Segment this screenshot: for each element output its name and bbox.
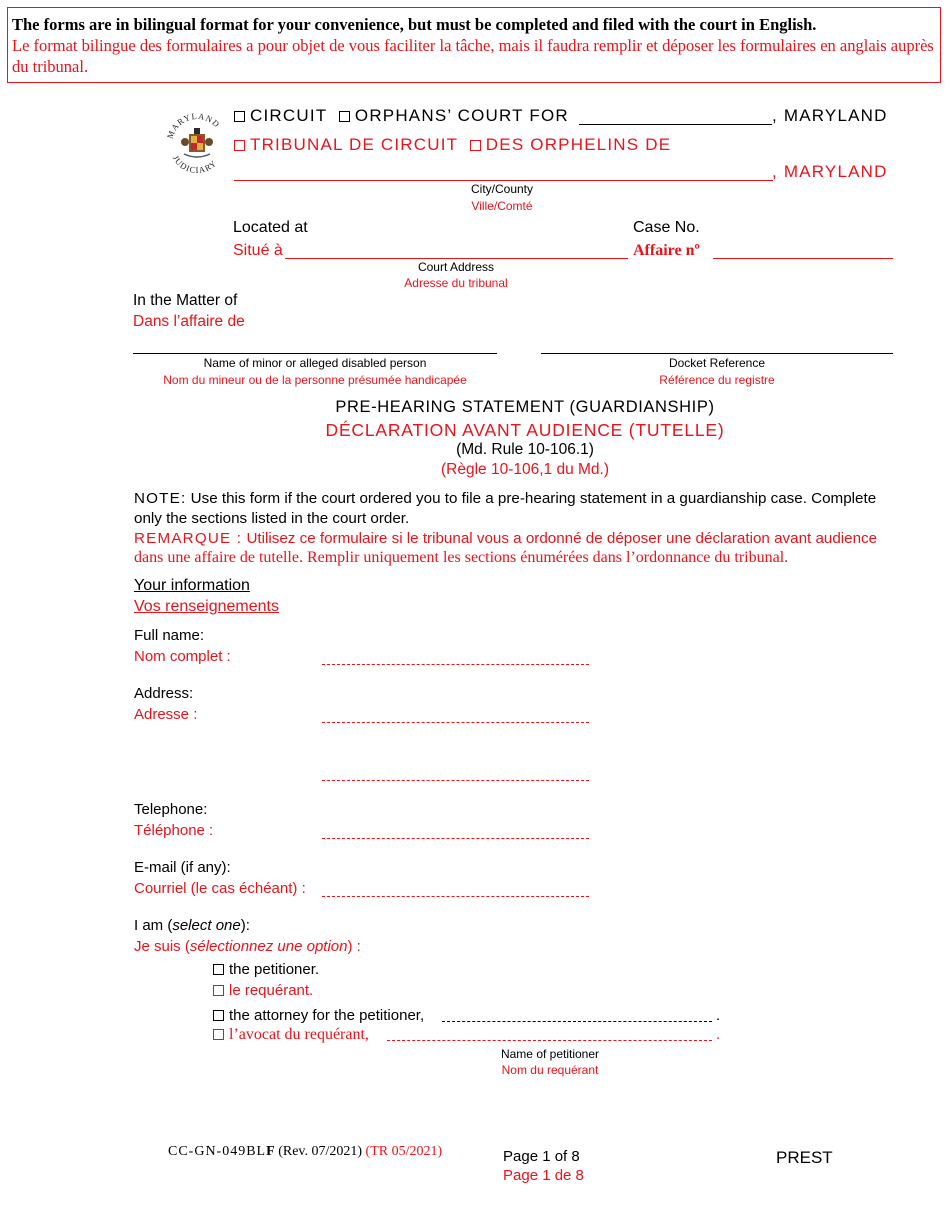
maryland-label: , MARYLAND <box>772 106 888 125</box>
note-text-1: Use this form if the court ordered you to file a pre-hearing statement in a guardianship case. Complete <box>190 490 877 507</box>
orphans-court-label: ORPHANS’ COURT FOR <box>354 106 569 125</box>
located-at-fr-label: Situé à <box>233 242 283 259</box>
minor-name-caption: Name of minor or alleged disabled person <box>203 356 427 370</box>
note-text-2: only the sections listed in the court order. <box>134 510 410 527</box>
petitioner-checkbox[interactable] <box>213 964 224 975</box>
attorney-option-label: the attorney for the petitioner, <box>229 1007 425 1024</box>
circuit-court-fr-checkbox[interactable] <box>234 140 245 151</box>
note-fr-line-1 <box>134 530 877 547</box>
attorney-fr-option-label: l’avocat du requérant, <box>229 1026 369 1043</box>
page-number: Page 1 of 8 <box>503 1148 580 1165</box>
court-type-fr-row <box>234 135 671 155</box>
note-fr-label: REMARQUE : <box>134 530 243 547</box>
minor-name-input-line[interactable] <box>133 353 497 354</box>
docket-reference-fr-caption: Référence du registre <box>659 373 775 387</box>
note-fr-text-1: Utilisez ce formulaire si le tribunal vous a ordonné de déposer une déclaration avant audience <box>246 530 878 547</box>
docket-reference-caption: Docket Reference <box>668 356 766 370</box>
county-fr-input-line[interactable] <box>234 180 773 181</box>
in-the-matter-of-fr-label: Dans l’affaire de <box>133 313 245 330</box>
court-address-input-line[interactable] <box>285 258 628 259</box>
email-label: E-mail (if any): <box>134 859 231 876</box>
i-am-label-post: ): <box>240 917 250 934</box>
in-the-matter-of-label: In the Matter of <box>133 292 238 309</box>
petitioner-fr-checkbox[interactable] <box>213 985 224 996</box>
petitioner-option <box>213 961 319 978</box>
address-input-line-2[interactable] <box>322 780 589 781</box>
county-input-line[interactable] <box>579 124 772 125</box>
address-fr-label: Adresse : <box>134 706 198 723</box>
attorney-fr-checkbox[interactable] <box>213 1029 224 1040</box>
petitioner-fr-option-label: le requérant. <box>229 982 314 999</box>
i-am-label <box>134 917 250 934</box>
telephone-input[interactable] <box>322 838 589 839</box>
full-name-label: Full name: <box>134 627 205 644</box>
docket-reference-input-line[interactable] <box>541 353 893 354</box>
note-fr-text-2: dans une affaire de tutelle. Remplir uniquement les sections énumérées dans l’ordonnance du tribunal. <box>134 549 789 566</box>
attorney-checkbox[interactable] <box>213 1010 224 1021</box>
rule-reference: (Md. Rule 10-106.1) <box>456 441 594 458</box>
circuit-fr-label: TRIBUNAL DE CIRCUIT <box>250 135 458 154</box>
attorney-fr-option <box>213 1026 369 1044</box>
form-id-code: CC-GN-049BL <box>168 1144 267 1159</box>
email-fr-label: Courriel (le cas échéant) : <box>134 880 306 897</box>
note-label: NOTE: <box>134 490 187 507</box>
full-name-fr-label: Nom complet : <box>134 648 231 665</box>
i-am-fr-label-pre: Je suis ( <box>134 938 190 955</box>
located-at-label: Located at <box>233 219 308 236</box>
form-id-f: F <box>266 1144 275 1159</box>
petitioner-fr-option <box>213 982 313 999</box>
petitioner-name-caption: Name of petitioner <box>500 1047 600 1061</box>
form-id <box>168 1144 442 1160</box>
city-county-caption: City/County <box>470 182 534 196</box>
address-label: Address: <box>134 685 194 702</box>
circuit-label: CIRCUIT <box>250 106 328 125</box>
telephone-label: Telephone: <box>134 801 208 818</box>
seal-top-text: MARYLAND <box>164 110 223 140</box>
email-input[interactable] <box>322 896 589 897</box>
attorney-fr-period: . <box>716 1026 721 1043</box>
petitioner-name-input[interactable] <box>442 1021 712 1022</box>
seal-bottom-text: JUDICIARY <box>170 153 219 176</box>
city-county-fr-caption: Ville/Comté <box>471 199 533 213</box>
rule-reference-fr: (Règle 10-106,1 du Md.) <box>440 461 609 478</box>
maryland-fr-label: , MARYLAND <box>772 162 888 181</box>
i-am-fr-label-post: ) : <box>347 938 361 955</box>
form-title-fr: DÉCLARATION AVANT AUDIENCE (TUTELLE) <box>325 420 725 440</box>
orphans-court-fr-checkbox[interactable] <box>470 140 481 151</box>
i-am-label-em: select one <box>172 917 241 934</box>
case-number-fr-label: Affaire nº <box>633 242 700 259</box>
bilingual-notice-banner <box>7 7 941 83</box>
form-revision: (Rev. 07/2021) <box>278 1144 363 1159</box>
court-address-caption: Court Address <box>417 260 495 274</box>
form-title: PRE-HEARING STATEMENT (GUARDIANSHIP) <box>335 398 715 416</box>
court-address-fr-caption: Adresse du tribunal <box>404 276 508 290</box>
attorney-period: . <box>716 1007 721 1024</box>
case-number-label: Case No. <box>633 219 700 236</box>
telephone-fr-label: Téléphone : <box>134 822 214 839</box>
petitioner-name-fr-caption: Nom du requérant <box>501 1063 599 1077</box>
minor-name-fr-caption: Nom du mineur ou de la personne présumée handicapée <box>163 373 467 387</box>
address-input-line-1[interactable] <box>322 722 589 723</box>
orphans-court-fr-label: DES ORPHELINS DE <box>485 135 672 154</box>
maryland-judiciary-seal-icon <box>164 108 230 176</box>
i-am-fr-label-em: sélectionnez une option <box>189 938 348 955</box>
banner-english-text: The forms are in bilingual format for your convenience, but must be completed and filed with the court in English. <box>12 15 817 34</box>
note-line-1 <box>134 490 876 507</box>
petitioner-option-label: the petitioner. <box>229 961 320 978</box>
petitioner-name-fr-input[interactable] <box>387 1040 712 1041</box>
orphans-court-checkbox[interactable] <box>339 111 350 122</box>
form-code: PREST <box>776 1148 833 1167</box>
page-number-fr: Page 1 de 8 <box>503 1167 584 1184</box>
attorney-option <box>213 1007 424 1024</box>
court-type-en-row <box>234 106 569 126</box>
banner-french-text: Le format bilingue des formulaires a pour objet de vous faciliter la tâche, mais il faudra remplir et déposer les formulaires en anglais auprès du tribunal. <box>12 36 934 76</box>
case-number-input-line[interactable] <box>713 258 893 259</box>
section-heading: Your information <box>134 577 250 594</box>
section-heading-fr: Vos renseignements <box>134 598 279 615</box>
form-translation-date: (TR 05/2021) <box>365 1144 443 1159</box>
i-am-label-pre: I am ( <box>134 917 173 934</box>
i-am-fr-label <box>134 938 361 955</box>
full-name-input[interactable] <box>322 664 589 665</box>
circuit-court-checkbox[interactable] <box>234 111 245 122</box>
